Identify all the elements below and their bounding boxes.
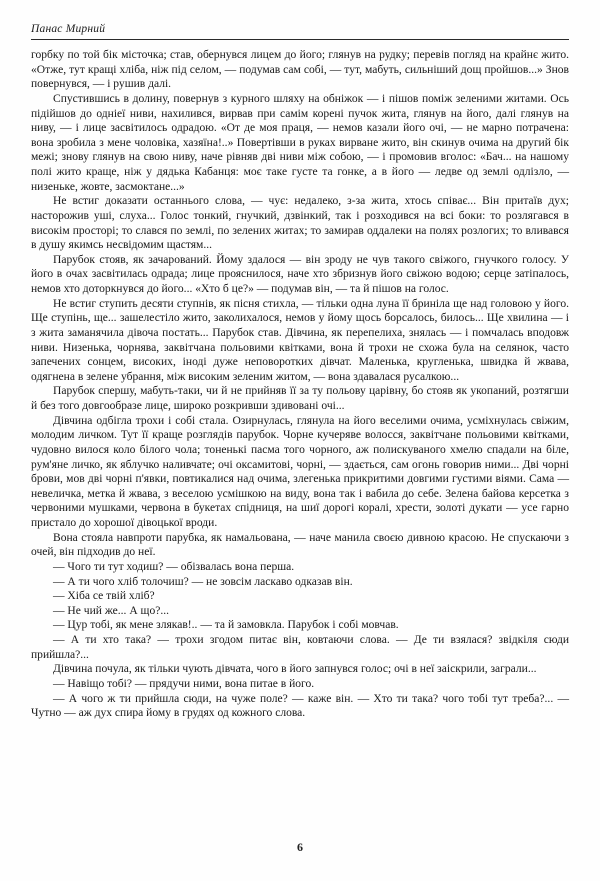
dialogue-line: — Цур тобі, як мене злякав!.. — та й замовкла. Парубок і собі мовчав. [53, 619, 399, 632]
paragraph: Не встиг ступить десяти ступнів, як пісня стихла, — тільки одна луна її бриніла ще над головою у його. Ще ступінь, ще... зашелестіло жито, заколихалося, немов у йому щось борсалось, билось... Ще хвилина — і з жита заманячила дівоча постать... Парубок став. Дівчина, як перепелиха, знялась — і помчалась вподовж ниви. Низенька, чорнява, заквітчана польовими квітками, вона й трохи не схожа була на селянок, часто запечених сонцем, високих, іноді дуже неповоротких дівчат. Маленька, кругленька, швидка й жвава, одягнена в зелене убрання, між високим зеленим житом, — вона здавалася русалкою... [31, 297, 569, 383]
dialogue-line: — Хіба се твій хліб? [53, 590, 155, 603]
page-number: 6 [297, 840, 303, 854]
paragraph: Дівчина одбігла трохи і собі стала. Озирнулась, глянула на його веселими очима, усміхнулась свіжим, молодим личком. Тут її краще розглядів парубок. Чорне кучеряве волосся, заквітчане польовими квітками, чудовно вилося коло білого чола; тоненькі пасма того чорного, аж полискуваного хмелю спадали на біле, рум'яне личко, як яблучко наливчате; очі оксамитові, чорні, — здається, сам огонь говорив ними... Дві чорні брови, мов дві чорні п'явки, повтикалися над очима, злегенька прикритими довгими густими віями. Сама — невеличка, метка й жвава, з веселою усмішкою на виду, вона так і вабила до себе. Зелена байова керсетка з червоними мушками, червона в букетах спідниця, на шиї дорогі коралі, хрести, золоті дукати — усе гарно пристало до хорошої дівоцької вроди. [31, 414, 569, 529]
dialogue-line: — Чого ти тут ходиш? — обізвалась вона перша. [53, 560, 295, 573]
paragraph: Парубок спершу, мабуть-таки, чи й не прийняв її за ту польову царівну, бо стояв як укопаний, розтягши й без того довгообразе лице, широко розкривши здивовані очі... [31, 385, 569, 412]
paragraph: Спустившись в долину, повернув з курного шляху на обніжок — і пішов поміж зеленими житами. Ось підійшов до одніеї ниви, нахилився, вирвав при самім корені пучок жита, глянув на його, далі глянув на ниву, — і лице засвітилось одрадою. «От де моя праця, — немов казали його очі, — не марно потрачена: вона зробила з мене чоловіка, хазяїна!..» Повертівши в руках вирване жито, він скинув очима на другий бік межі; знову глянув на свою ниву, наче рівняв дві ниви між собою, — і промовив вголос: «Бач... на нашому полі жито краще, ніж у дядька Кабанця: моє таке густе та гонке, а в його — ледве од землі одлізло, — низеньке, жовте, засмоктане...» [31, 92, 569, 193]
body-text-column [31, 48, 569, 721]
dialogue-line: — Навіщо тобі? — прядучи ними, вона питае в його. [53, 677, 315, 690]
paragraph: Дівчина почула, як тільки чують дівчата, чого в його запнувся голос; очі в неї заіскрили, заграли... [53, 663, 537, 676]
paragraph: Не встиг доказати останнього слова, — чує: недалеко, з-за жита, хтось співає... Він притаїв дух; насторожив уші, слуха... Голос тонкий, гнучкий, дзвінкий, так і розходився на всі боки: то розлягався в високім просторі; то слався по землі, по зелених житах; то замирав оддалеки на полях розлогих; то вливався в душу якимсь несвідомим щастям... [31, 195, 569, 252]
paragraph-continued: горбку по той бік місточка; став, обернувся лицем до його; глянув на рудку; перевів погляд на крайнє жито. «Отже, тут кращі хліба, ніж під селом, — подумав сам собі, — тут, мабуть, сильніший дощ пройшов...» Знов повернувся, — і рушив далі. [31, 49, 569, 91]
dialogue-line: — А чого ж ти прийшла сюди, на чуже поле? — каже він. — Хто ти така? чого тобі тут треба?... — Чутно — аж дух спира йому в грудях од кожного слова. [31, 692, 569, 720]
dialogue-line: — А ти хто така? — трохи згодом питає він, ковтаючи слова. — Де ти взялася? звідкіля сюди прийшла?... [31, 634, 569, 661]
dialogue-line: — Не чий же... А що?... [53, 604, 170, 617]
paragraph: Парубок стояв, як зачарований. Йому здалося — він зроду не чув такого свіжого, гнучкого голосу. У його в очах засвітилась одрада; лице прояснилося, наче хто збризнув його свіжою водою; серце затіпалось, немов хто доторкнувся до його... «Хто б це?» — подумав він, — та й пішов на голос. [31, 253, 569, 295]
dialogue-line: — А ти чого хліб толочиш? — не зовсім ласкаво одказав він. [53, 575, 353, 588]
header-divider-rule [31, 39, 569, 40]
paragraph: Вона стояла навпроти парубка, як намальована, — наче манила своєю дивною красою. Не спускаючи з очей, він підходив до неї. [31, 531, 569, 559]
running-head-author: Панас Мирний [31, 23, 106, 35]
